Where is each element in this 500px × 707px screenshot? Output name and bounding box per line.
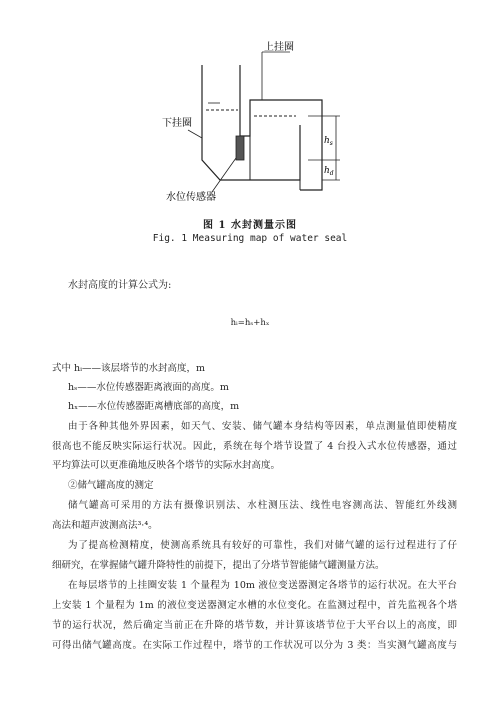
figure-caption-en: Fig. 1 Measuring map of water seal: [152, 233, 348, 244]
lower-ring-wall: [202, 65, 300, 180]
definition-hs: hₛ——水位传感器距离液面的高度。m: [68, 382, 229, 393]
water-seal-diagram: [150, 40, 360, 215]
paragraph-4-line-2: 上安装 1 个量程为 1m 的液位变送器测定水槽的水位变化。在监测过程中，首先监视各个塔: [52, 600, 457, 611]
paragraph-4-line-1: 在每层塔节的上挂圈安装 1 个量程为 10m 液位变送器测定各塔节的运行状况。在大平台: [68, 580, 457, 591]
formula-intro: 水封高度的计算公式为:: [68, 280, 172, 291]
paragraph-3-line-2: 细研究，在掌握储气罐升降特性的前提下，提出了分塔节智能储气罐测量方法。: [52, 560, 385, 571]
figure-caption-cn: 图 1 水封测量示图: [203, 220, 297, 231]
section-heading: ②储气罐高度的测定: [68, 480, 154, 491]
paragraph-3-line-1: 为了提高检测精度，使测高系统具有较好的可靠性，我们对储气罐的运行过程进行了仔: [68, 540, 457, 551]
paragraph-4-line-4: 可得出储气罐高度。在实际工作过程中，塔节的工作状况可以分为 3 类：当实测气罐高度与: [52, 640, 457, 651]
paragraph-4-line-3: 节的运行状况，然后确定当前正在升降的塔节数，并计算该塔节位于大平台以上的高度，即: [52, 620, 457, 631]
label-hs: $h_s$: [324, 136, 333, 147]
definition-hx: hₓ——水位传感器距离槽底部的高度，m: [68, 401, 240, 412]
paragraph-1-line-1: 由于各种其他外界因素，如天气、安装、储气罐本身结构等因素，单点测量值即使精度: [68, 421, 457, 432]
label-lower-ring: 下挂圈: [162, 118, 192, 129]
upper-ring-wall: [240, 65, 322, 190]
label-hd: $h_d$: [324, 166, 334, 177]
label-sensor: 水位传感器: [166, 192, 216, 203]
definition-hi: 式中 hᵢ——该层塔节的水封高度，m: [52, 363, 206, 374]
paragraph-1-line-2: 很高也不能反映实际运行状况。因此，系统在每个塔节设置了 4 台投入式水位传感器，通过: [52, 441, 457, 452]
paragraph-2-line-1: 储气罐高可采用的方法有摄像识别法、水柱测压法、线性电容测高法、智能红外线测: [68, 500, 457, 511]
water-level-sensor: [236, 136, 244, 160]
paragraph-1-line-3: 平均算法可以更准确地反映各个塔节的实际水封高度。: [52, 460, 281, 471]
formula: hᵢ=hₛ+hₓ: [230, 318, 270, 328]
diagram-svg: [150, 40, 360, 215]
paragraph-2-line-2: 高法和超声波测高法³·⁴。: [52, 520, 158, 531]
label-upper-ring: 上挂圈: [264, 42, 294, 53]
